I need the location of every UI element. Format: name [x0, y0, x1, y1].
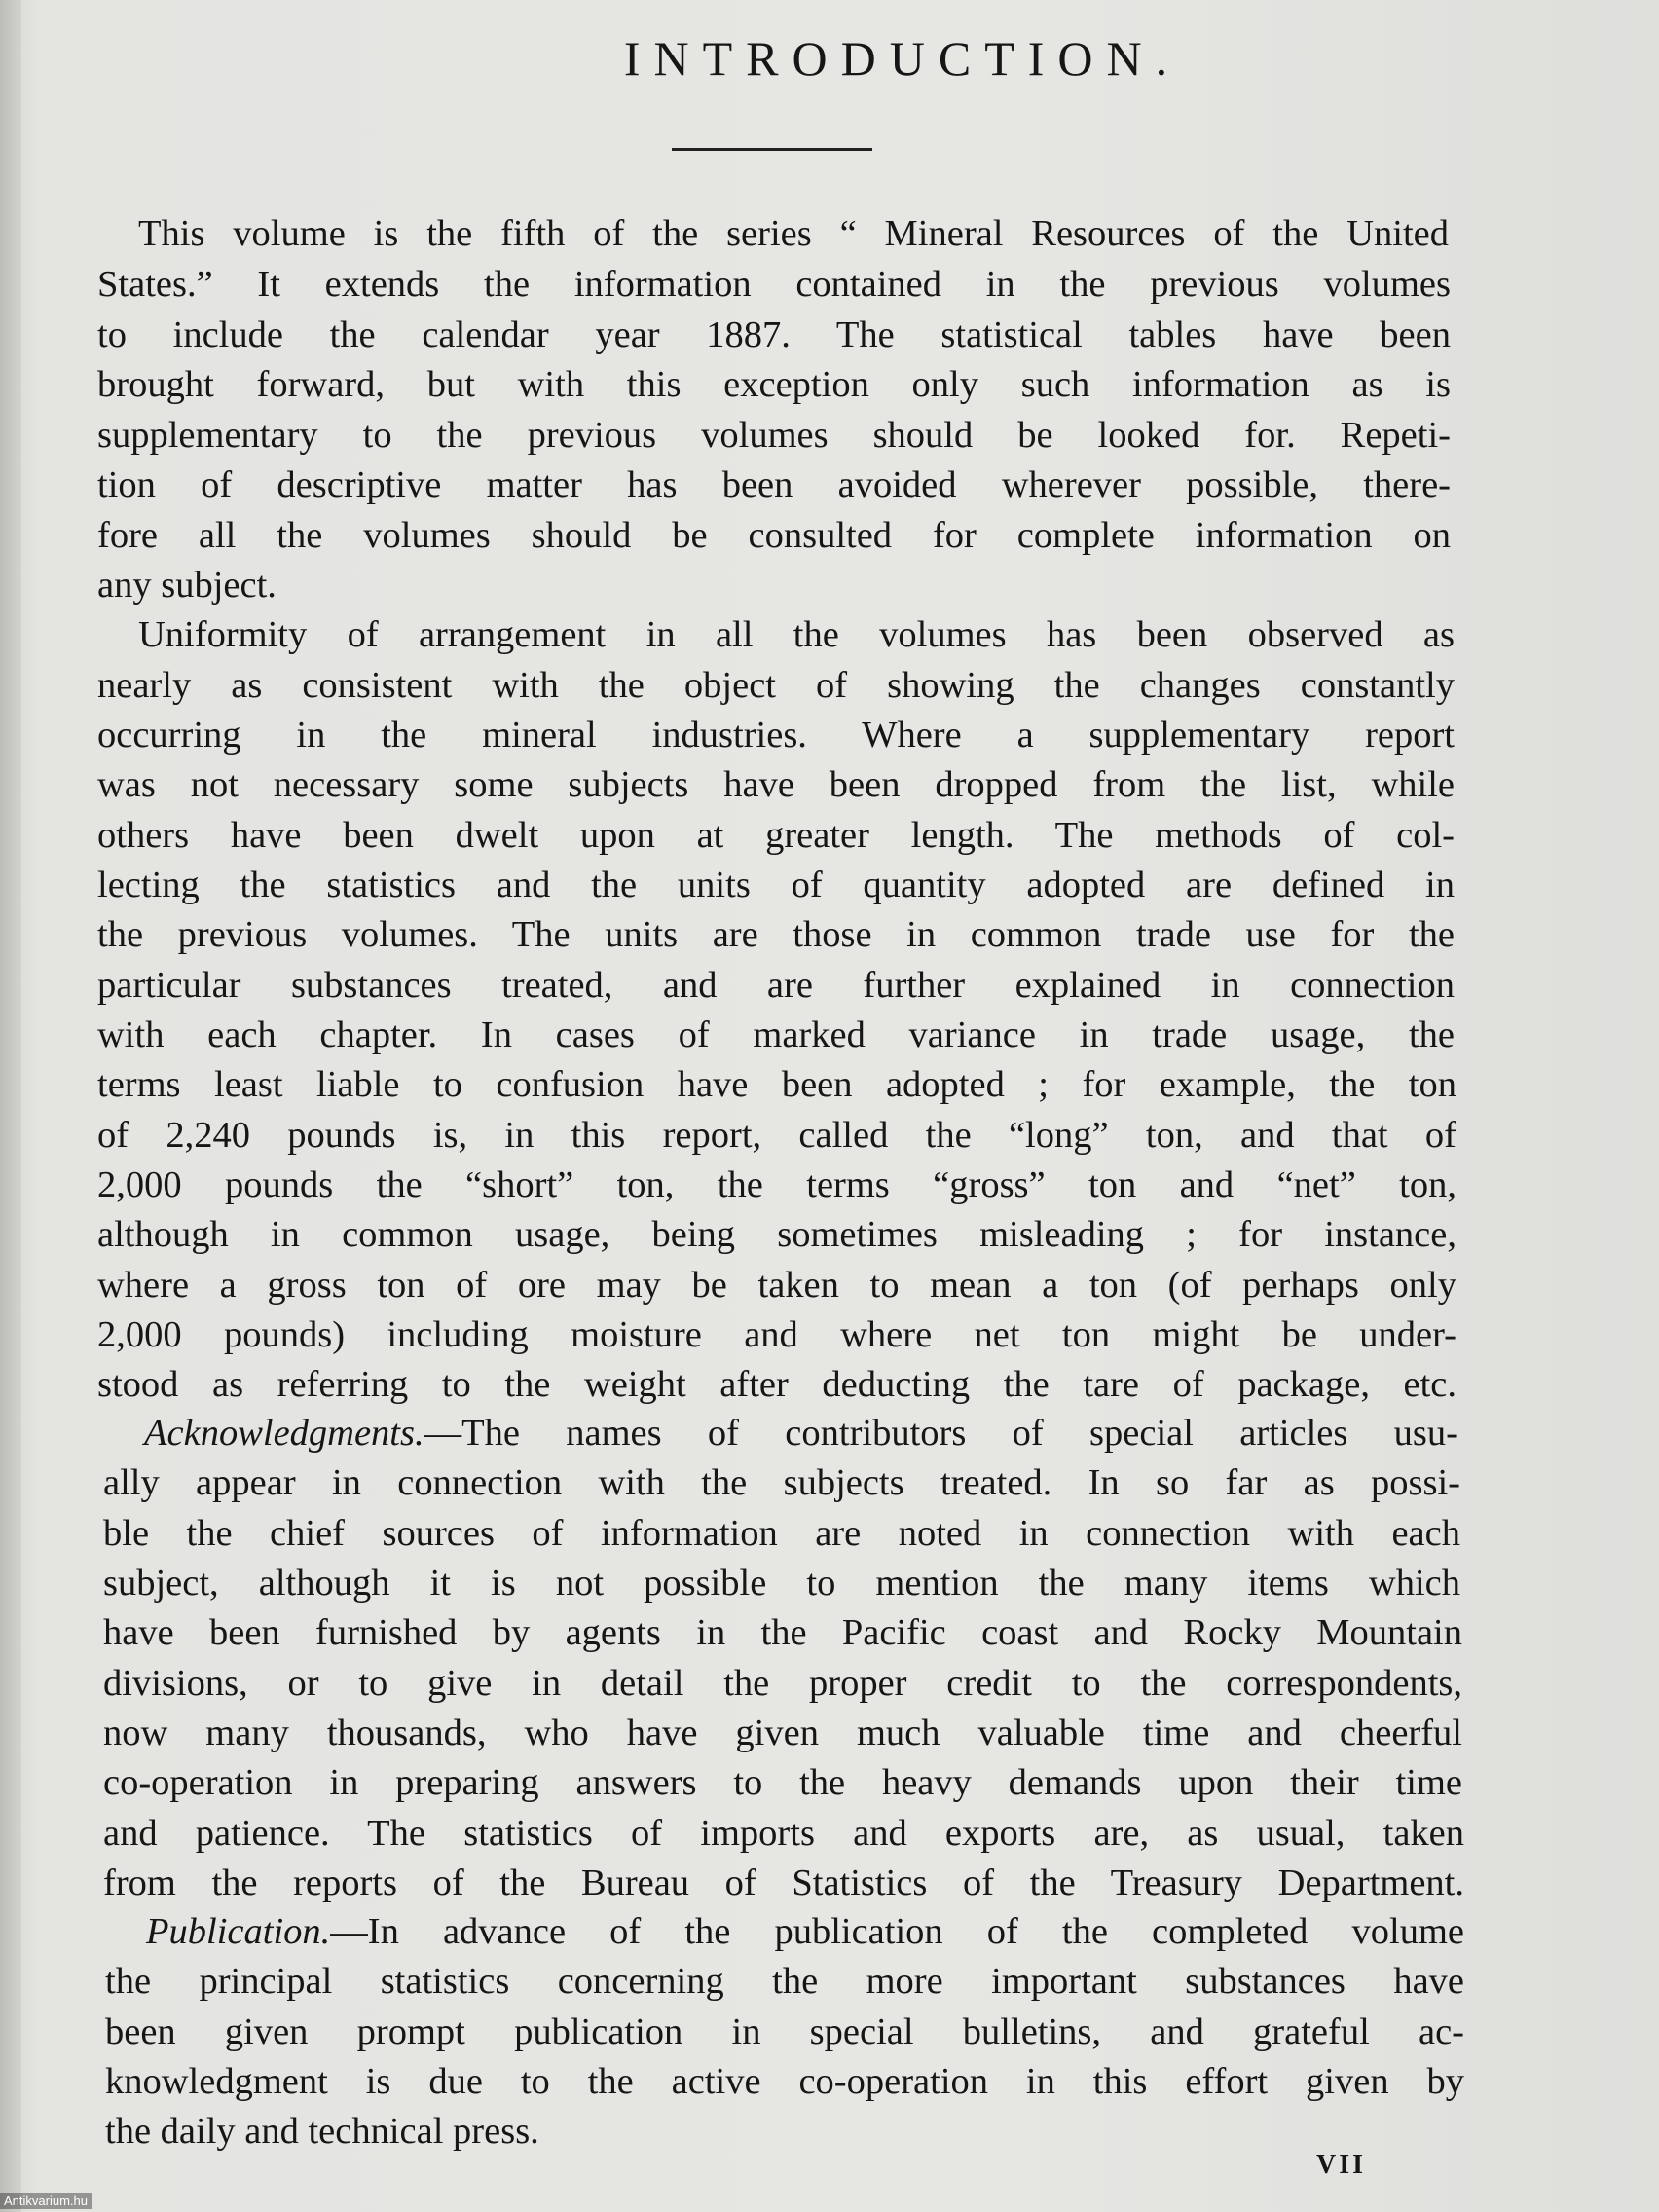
text-line: the principal statistics concerning the more important substances have	[105, 1961, 1464, 2002]
text-line: been given prompt publication in special bulletins, and grateful ac-	[105, 2011, 1464, 2052]
text-line-continuation: —The names of contributors of special articles usu-	[424, 1413, 1458, 1454]
page-number: VII	[1316, 2150, 1367, 2180]
text-line: co-operation in preparing answers to the heavy demands upon their time	[103, 1762, 1462, 1803]
title-rule	[672, 148, 872, 151]
text-line: tion of descriptive matter has been avoided wherever possible, there-	[97, 464, 1451, 505]
text-line	[146, 1908, 1464, 1955]
text-line: particular substances treated, and are further explained in connection	[97, 965, 1455, 1006]
text-line: now many thousands, who have given much valuable time and cheerful	[103, 1713, 1462, 1753]
page-binding-edge	[0, 0, 21, 2212]
text-line: 2,000 pounds the “short” ton, the terms “gross” ton and “net” ton,	[97, 1164, 1456, 1205]
text-line: ble the chief sources of information are noted in connection with each	[103, 1513, 1460, 1554]
text-line	[144, 1410, 1458, 1456]
text-line: where a gross ton of ore may be taken to mean a ton (of perhaps only	[97, 1265, 1456, 1306]
text-line: 2,000 pounds) including moisture and where net ton might be under-	[97, 1314, 1456, 1355]
text-line: have been furnished by agents in the Pacific coast and Rocky Mountain	[103, 1612, 1462, 1653]
text-line: This volume is the fifth of the series “ Mineral Resources of the United	[138, 213, 1449, 254]
acknowledgments-heading: Acknowledgments.	[144, 1413, 424, 1454]
text-line: the previous volumes. The units are those in common trade use for the	[97, 914, 1455, 955]
text-line: knowledgment is due to the active co-operation in this effort given by	[105, 2061, 1464, 2102]
text-line: and patience. The statistics of imports and exports are, as usual, taken	[103, 1813, 1464, 1854]
text-line: any subject.	[97, 565, 276, 606]
text-line: others have been dwelt upon at greater length. The methods of col-	[97, 815, 1455, 856]
text-line: to include the calendar year 1887. The statistical tables have been	[97, 314, 1451, 355]
page-title: INTRODUCTION.	[623, 31, 1182, 86]
text-line: the daily and technical press.	[105, 2111, 539, 2152]
text-line: Uniformity of arrangement in all the volumes has been observed as	[138, 614, 1455, 655]
watermark-text: Antikvarium.hu	[0, 2193, 92, 2209]
text-line: terms least liable to confusion have been adopted ; for example, the ton	[97, 1064, 1456, 1105]
text-line: from the reports of the Bureau of Statistics of the Treasury Department.	[103, 1862, 1464, 1903]
text-line: stood as referring to the weight after deducting the tare of package, etc.	[97, 1364, 1456, 1405]
text-line: ally appear in connection with the subjects treated. In so far as possi-	[103, 1462, 1460, 1503]
text-line: with each chapter. In cases of marked variance in trade usage, the	[97, 1014, 1455, 1055]
text-line: occurring in the mineral industries. Where a supplementary report	[97, 715, 1455, 756]
text-line: supplementary to the previous volumes should be looked for. Repeti-	[97, 415, 1451, 456]
text-line-continuation: —In advance of the publication of the completed volume	[330, 1911, 1464, 1952]
text-line: although in common usage, being sometimes misleading ; for instance,	[97, 1214, 1456, 1255]
text-line: States.” It extends the information contained in the previous volumes	[97, 264, 1451, 305]
text-line: brought forward, but with this exception only such information as is	[97, 364, 1451, 405]
text-line: lecting the statistics and the units of quantity adopted are defined in	[97, 865, 1455, 905]
publication-heading: Publication.	[146, 1911, 331, 1952]
text-line: divisions, or to give in detail the proper credit to the correspondents,	[103, 1663, 1462, 1704]
text-line: subject, although it is not possible to mention the many items which	[103, 1563, 1460, 1604]
text-line: nearly as consistent with the object of showing the changes constantly	[97, 665, 1455, 706]
text-line: of 2,240 pounds is, in this report, called the “long” ton, and that of	[97, 1115, 1456, 1156]
text-line: was not necessary some subjects have been dropped from the list, while	[97, 764, 1455, 805]
text-line: fore all the volumes should be consulted for complete information on	[97, 515, 1451, 556]
